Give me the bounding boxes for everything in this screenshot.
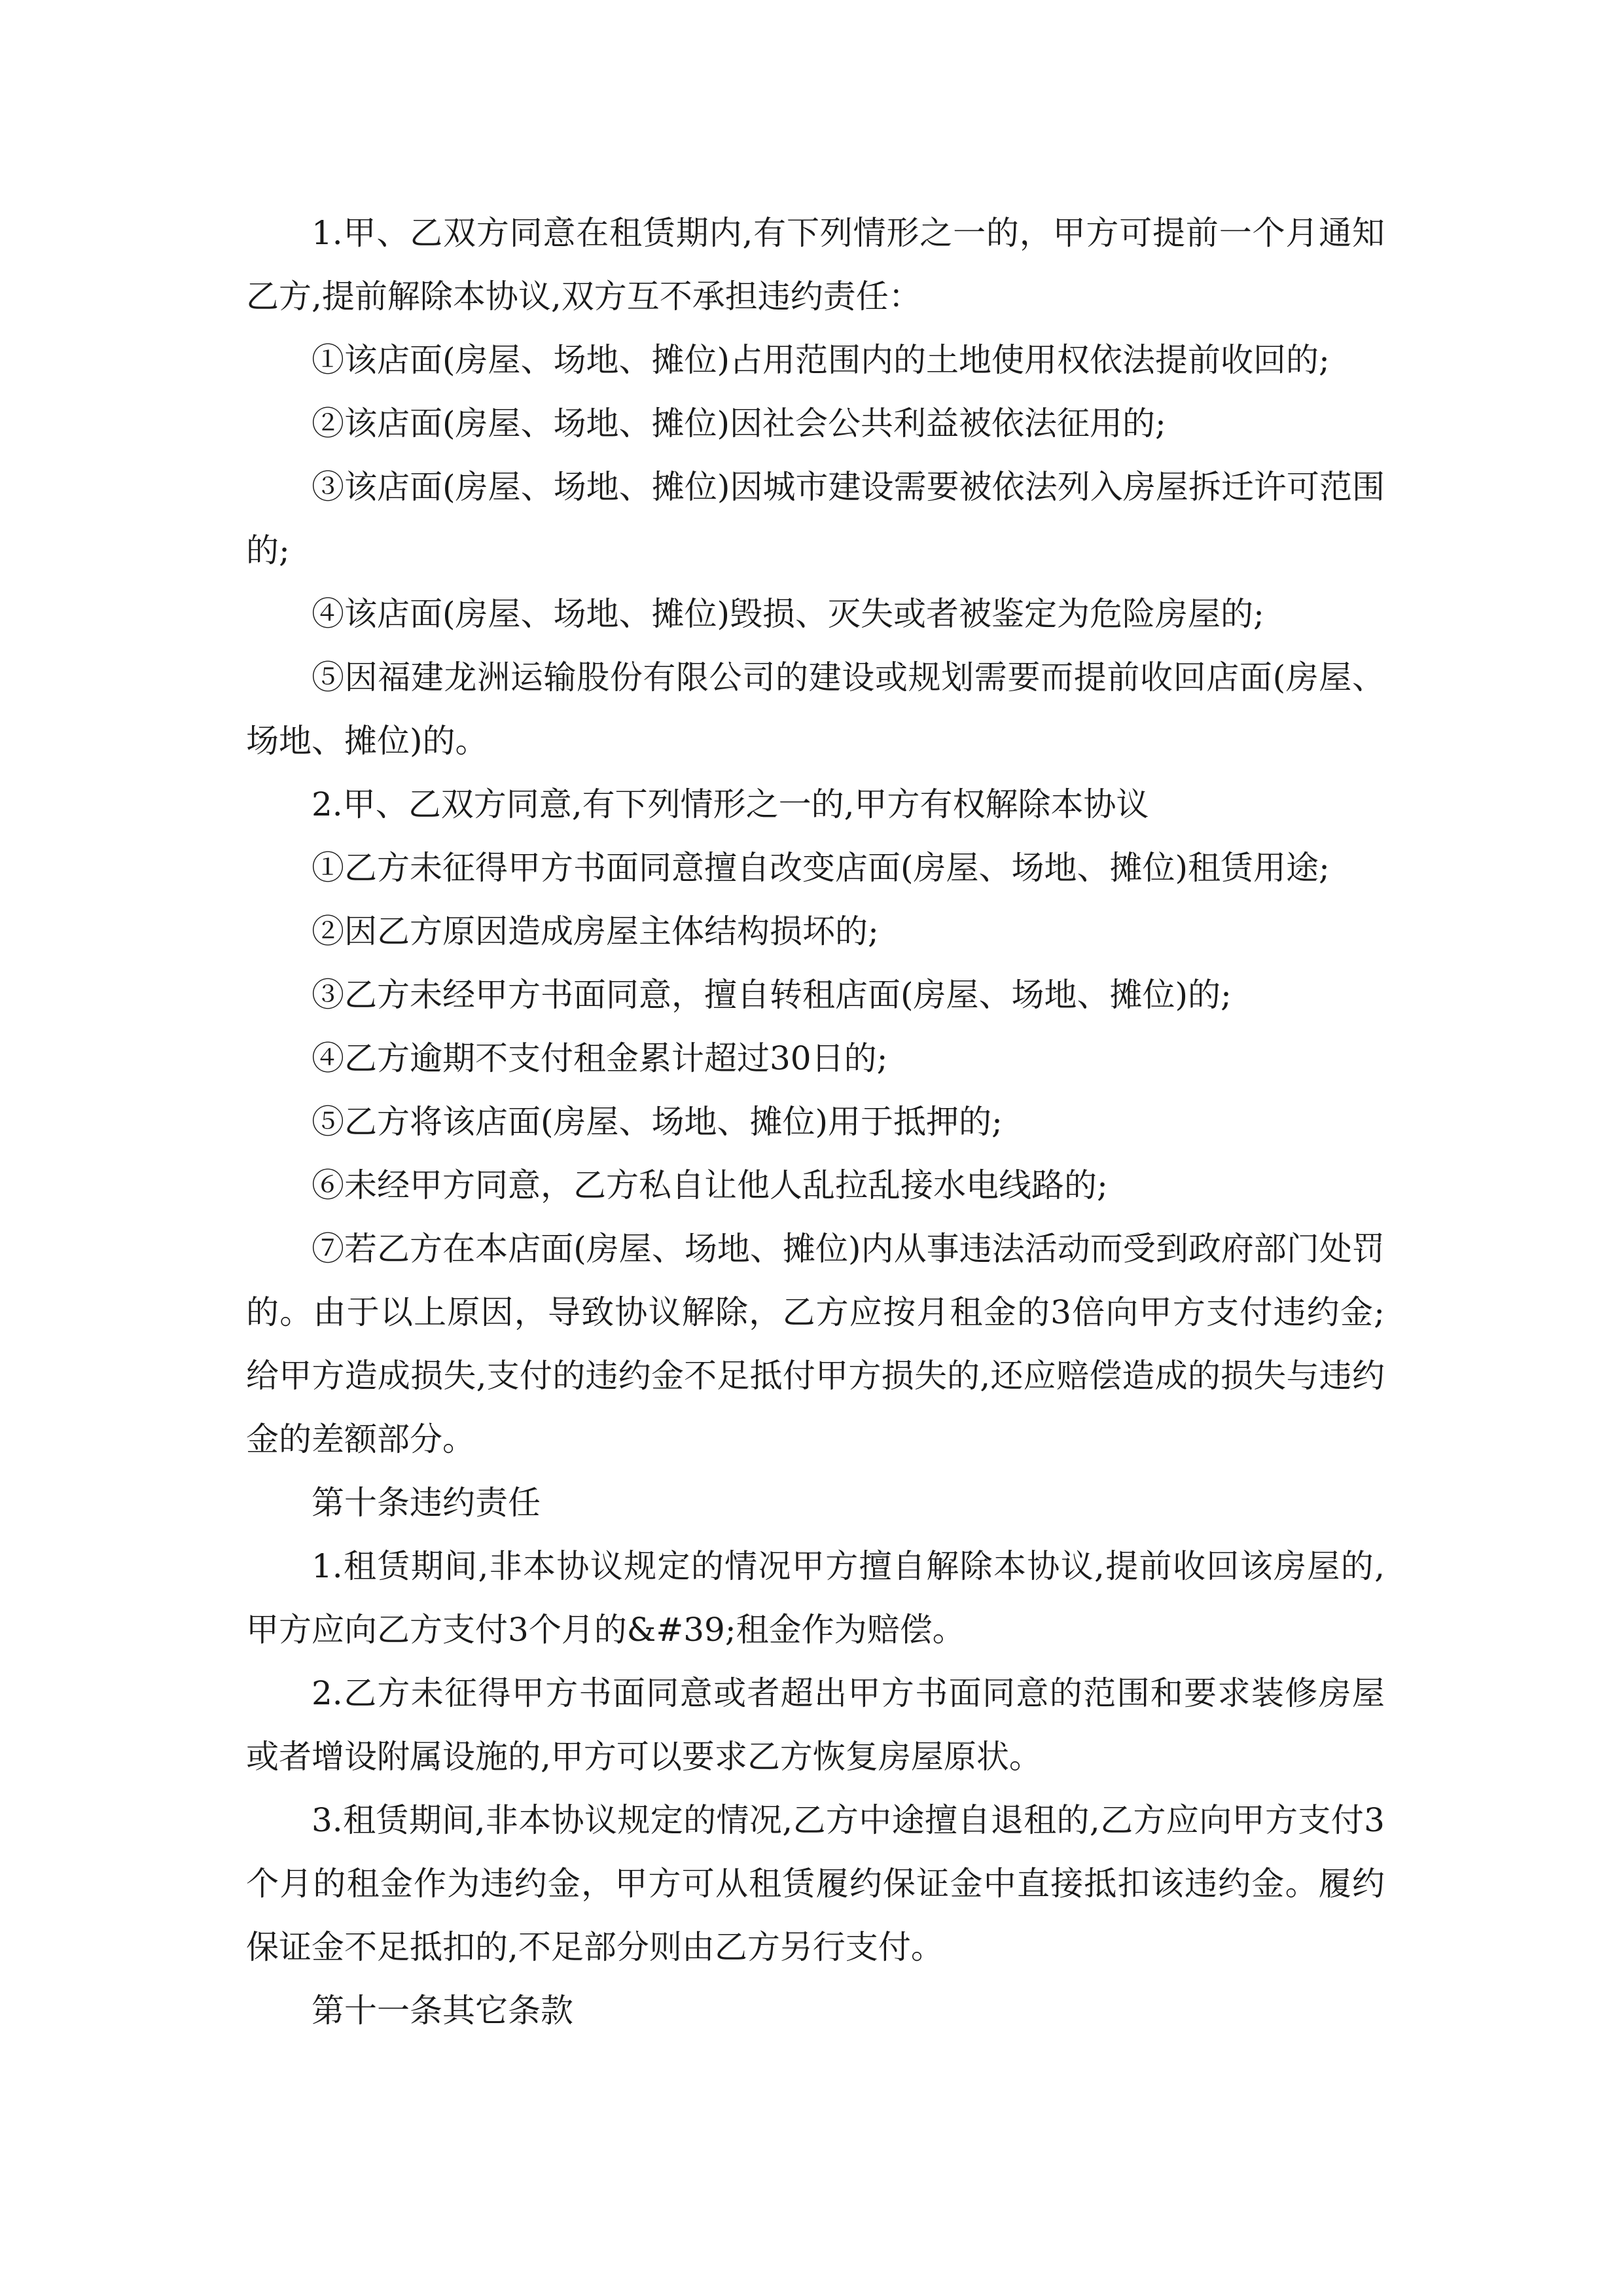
clause-10-3: 3.租赁期间,非本协议规定的情况,乙方中途擅自退租的,乙方应向甲方支付3个月的租金作为违约金，甲方可从租赁履约保证金中直接抵扣该违约金。履约保证金不足抵扣的,不足部分则由乙方另行支付。: [246, 1801, 1385, 1966]
clause-9-1-item-1: ①该店面(房屋、场地、摊位)占用范围内的土地使用权依法提前收回的;: [312, 341, 1330, 379]
clause-9-2-item-7: ⑦若乙方在本店面(房屋、场地、摊位)内从事违法活动而受到政府部门处罚的。由于以上原因，导致协议解除，乙方应按月租金的3倍向甲方支付违约金;给甲方造成损失,支付的违约金不足抵付甲方损失的,还应赔偿造成的损失与违约金的差额部分。: [246, 1230, 1385, 1458]
clause-9-2-item-6: ⑥未经甲方同意，乙方私自让他人乱拉乱接水电线路的;: [312, 1166, 1108, 1204]
clause-9-2-item-2: ②因乙方原因造成房屋主体结构损坏的;: [312, 912, 879, 950]
clause-9-1-item-3: ③该店面(房屋、场地、摊位)因城市建设需要被依法列入房屋拆迁许可范围的;: [246, 468, 1385, 569]
clause-9-1-intro: 1.甲、乙双方同意在租赁期内,有下列情形之一的，甲方可提前一个月通知乙方,提前解除本协议,双方互不承担违约责任：: [246, 214, 1385, 315]
clause-9-1-item-4: ④该店面(房屋、场地、摊位)毁损、灭失或者被鉴定为危险房屋的;: [312, 595, 1264, 633]
clause-9-1-item-5: ⑤因福建龙洲运输股份有限公司的建设或规划需要而提前收回店面(房屋、场地、摊位)的。: [246, 658, 1385, 760]
article-11-heading: 第十一条其它条款: [312, 1992, 573, 2030]
document-body: [246, 202, 1385, 2043]
clause-9-1-item-2: ②该店面(房屋、场地、摊位)因社会公共利益被依法征用的;: [312, 404, 1166, 442]
clause-9-2-item-1: ①乙方未征得甲方书面同意擅自改变店面(房屋、场地、摊位)租赁用途;: [312, 849, 1330, 887]
clause-10-2: 2.乙方未征得甲方书面同意或者超出甲方书面同意的范围和要求装修房屋或者增设附属设施的,甲方可以要求乙方恢复房屋原状。: [246, 1674, 1385, 1776]
clause-10-1: 1.租赁期间,非本协议规定的情况甲方擅自解除本协议,提前收回该房屋的,甲方应向乙方支付3个月的&#39;租金作为赔偿。: [246, 1547, 1385, 1649]
clause-9-2-intro: 2.甲、乙双方同意,有下列情形之一的,甲方有权解除本协议: [312, 785, 1149, 823]
clause-9-2-item-3: ③乙方未经甲方书面同意，擅自转租店面(房屋、场地、摊位)的;: [312, 976, 1232, 1014]
clause-9-2-item-4: ④乙方逾期不支付租金累计超过30日的;: [312, 1039, 888, 1077]
clause-9-2-item-5: ⑤乙方将该店面(房屋、场地、摊位)用于抵押的;: [312, 1103, 1003, 1141]
article-10-heading: 第十条违约责任: [312, 1484, 541, 1522]
